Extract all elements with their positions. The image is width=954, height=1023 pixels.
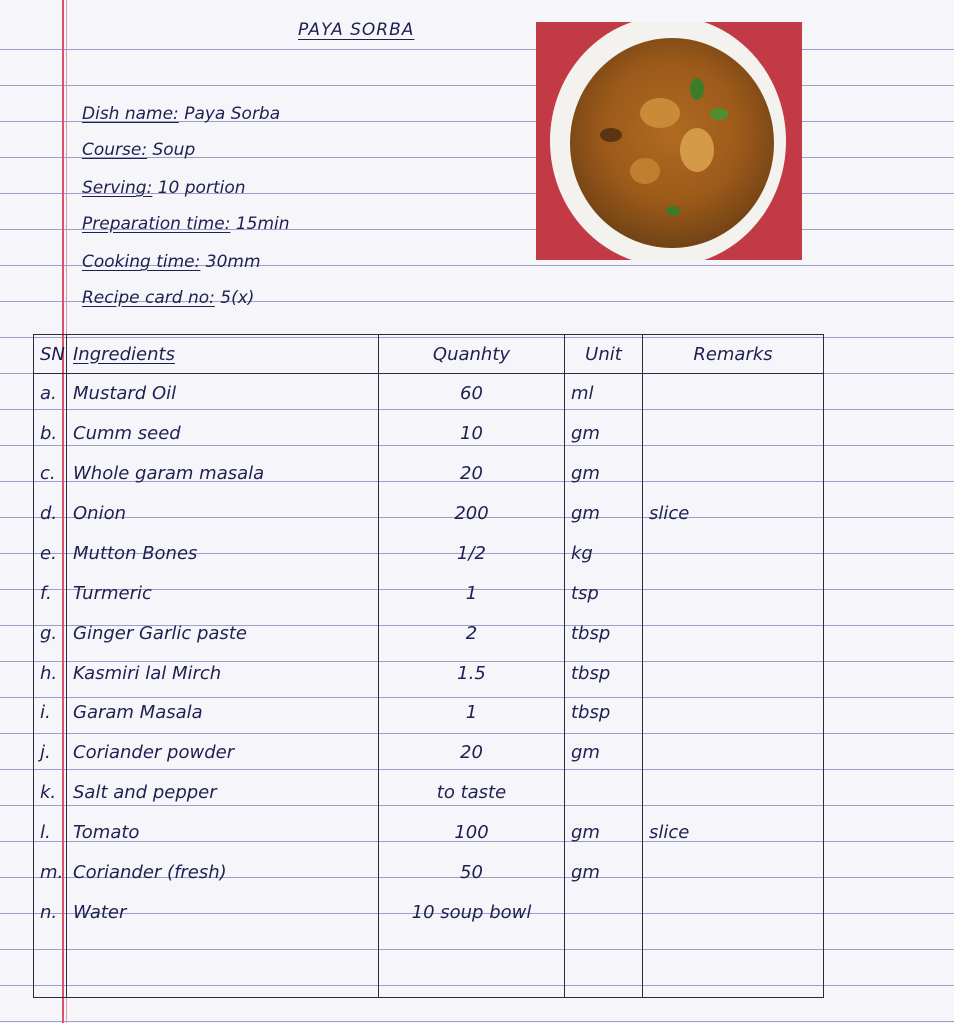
table-row: e. Mutton Bones 1/2 kg xyxy=(34,533,824,573)
table-row: l. Tomato 100 gm slice xyxy=(34,813,824,853)
header-remarks: Remarks xyxy=(643,335,824,374)
info-preparation-time xyxy=(82,214,290,234)
table-row: a. Mustard Oil 60 ml xyxy=(34,374,824,414)
table-row: f. Turmeric 1 tsp xyxy=(34,573,824,613)
header-sn: SN xyxy=(34,335,67,374)
header-ingredients: Ingredients xyxy=(67,335,379,374)
info-value: Paya Sorba xyxy=(184,104,281,124)
table-row: k. Salt and pepper to taste xyxy=(34,773,824,813)
table-row: j. Coriander powder 20 gm xyxy=(34,733,824,773)
table-row: d. Onion 200 gm slice xyxy=(34,493,824,533)
info-serving xyxy=(82,178,246,198)
info-course xyxy=(82,140,195,160)
table-row: n. Water 10 soup bowl xyxy=(34,893,824,933)
info-cooking-time xyxy=(82,252,261,272)
info-key: Course: xyxy=(82,140,148,160)
info-recipe-card-no xyxy=(82,288,254,308)
header-unit: Unit xyxy=(565,335,643,374)
table-row-empty xyxy=(34,933,824,998)
info-value: 10 portion xyxy=(157,178,246,198)
table-row: h. Kasmiri lal Mirch 1.5 tbsp xyxy=(34,653,824,693)
info-dish-name xyxy=(82,104,280,124)
table-row: g. Ginger Garlic paste 2 tbsp xyxy=(34,613,824,653)
table-row: c. Whole garam masala 20 gm xyxy=(34,453,824,493)
info-value: 30mm xyxy=(205,252,261,272)
table-row: b. Cumm seed 10 gm xyxy=(34,413,824,453)
info-value: Soup xyxy=(152,140,196,160)
page-title: PAYA SORBA xyxy=(298,20,415,40)
ingredients-table xyxy=(33,334,824,998)
table-header-row xyxy=(34,335,824,374)
info-key: Recipe card no: xyxy=(82,288,215,308)
info-key: Cooking time: xyxy=(82,252,201,272)
table-row: i. Garam Masala 1 tbsp xyxy=(34,693,824,733)
info-key: Preparation time: xyxy=(82,214,231,234)
info-value: 15min xyxy=(235,214,290,234)
soup-bowl-photo xyxy=(536,22,802,260)
table-row: m. Coriander (fresh) 50 gm xyxy=(34,853,824,893)
info-key: Dish name: xyxy=(82,104,179,124)
header-quantity: Quanhty xyxy=(379,335,565,374)
soup xyxy=(570,38,774,248)
info-value: 5(x) xyxy=(220,288,255,308)
info-key: Serving: xyxy=(82,178,153,198)
